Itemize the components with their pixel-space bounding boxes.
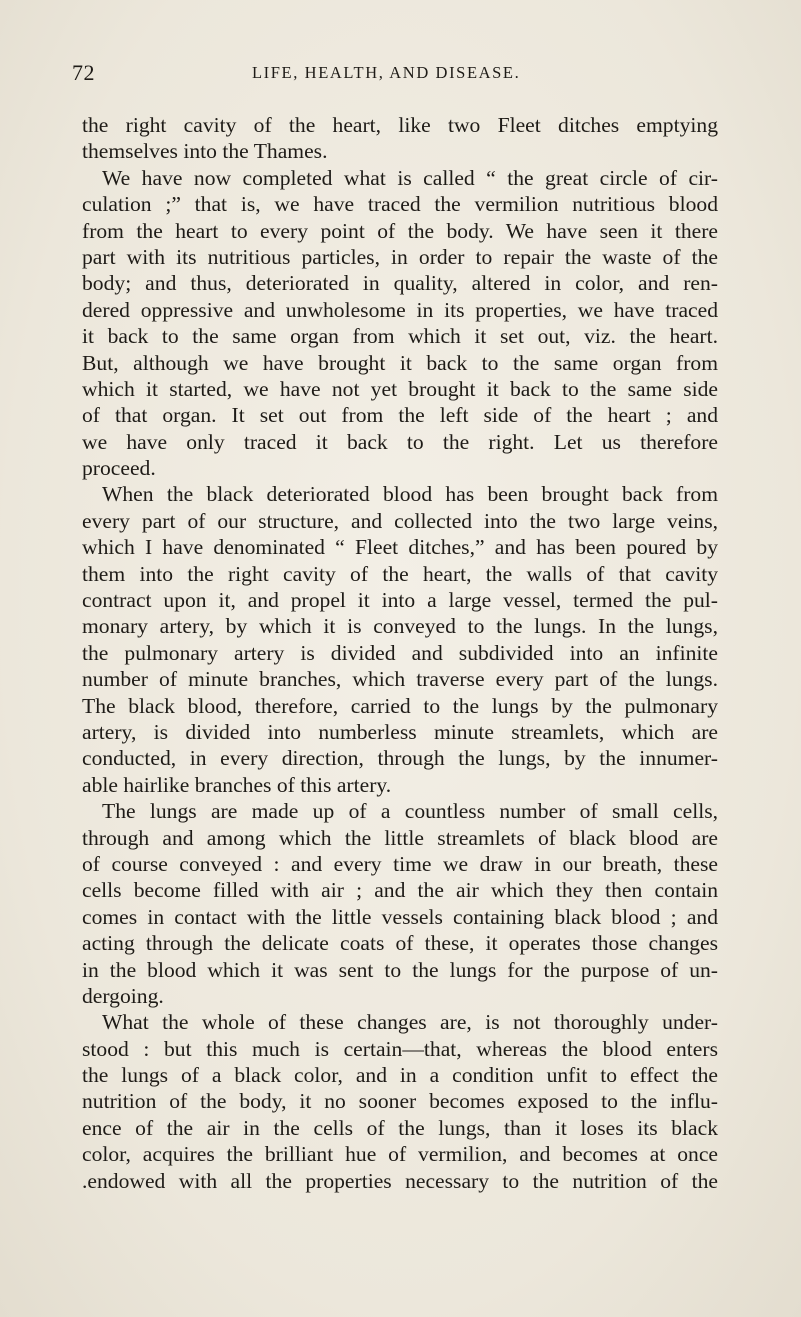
text-line: We have now completed what is called “ the great circle of cir- — [102, 165, 718, 190]
text-line: When the black deteriorated blood has been brought back from — [102, 482, 718, 507]
text-line: through and among which the little streamlets of black blood are — [82, 825, 718, 850]
text-line: dergoing. — [82, 983, 164, 1008]
text-line: it back to the same organ from which it set out, viz. the heart. — [82, 324, 718, 349]
text-line: dered oppressive and unwholesome in its properties, we have traced — [82, 297, 718, 322]
text-line: The black blood, therefore, carried to the lungs by the pulmonary — [82, 693, 718, 718]
text-line: the lungs of a black color, and in a condition unfit to effect the — [82, 1063, 718, 1088]
text-line: themselves into the Thames. — [82, 139, 328, 164]
page-number: 72 — [72, 60, 95, 85]
text-line: cells become filled with air ; and the air which they then contain — [82, 878, 718, 903]
text-line: The lungs are made up of a countless number of small cells, — [102, 799, 718, 824]
text-line: of that organ. It set out from the left side of the heart ; and — [82, 403, 718, 428]
text-line: every part of our structure, and collected into the two large veins, — [82, 508, 718, 533]
text-line: acting through the delicate coats of these, it operates those changes — [82, 931, 718, 956]
text-line: in the blood which it was sent to the lungs for the purpose of un- — [82, 957, 718, 982]
text-line: of course conveyed : and every time we draw in our breath, these — [82, 851, 718, 876]
text-line: contract upon it, and propel it into a large vessel, termed the pul- — [82, 588, 718, 613]
text-line: able hairlike branches of this artery. — [82, 772, 392, 797]
running-head: LIFE, HEALTH, AND DISEASE. — [252, 63, 521, 82]
text-line: we have only traced it back to the right. Let us therefore — [82, 429, 718, 454]
page-header — [72, 60, 732, 90]
text-line: .endowed with all the properties necessary to the nutrition of the — [82, 1168, 718, 1193]
text-line: What the whole of these changes are, is not thoroughly under- — [102, 1010, 718, 1035]
text-line: proceed. — [82, 456, 156, 481]
text-line: them into the right cavity of the heart, the walls of that cavity — [82, 561, 718, 586]
text-line: from the heart to every point of the body. We have seen it there — [82, 218, 718, 243]
text-line: which I have denominated “ Fleet ditches,” and has been poured by — [82, 535, 718, 560]
text-line: ence of the air in the cells of the lungs, than it loses its black — [82, 1115, 718, 1140]
body-text — [82, 112, 718, 1194]
text-line: monary artery, by which it is conveyed to the lungs. In the lungs, — [82, 614, 718, 639]
text-line: color, acquires the brilliant hue of vermilion, and becomes at once — [82, 1142, 718, 1167]
text-line: number of minute branches, which traverse every part of the lungs. — [82, 667, 718, 692]
text-line: the pulmonary artery is divided and subdivided into an infinite — [82, 640, 718, 665]
text-line: part with its nutritious particles, in order to repair the waste of the — [82, 244, 718, 269]
text-line: conducted, in every direction, through the lungs, by the innumer- — [82, 746, 718, 771]
text-line: which it started, we have not yet brought it back to the same side — [82, 376, 718, 401]
text-line: stood : but this much is certain—that, whereas the blood enters — [82, 1036, 718, 1061]
text-line: But, although we have brought it back to the same organ from — [82, 350, 718, 375]
text-line: body; and thus, deteriorated in quality, altered in color, and ren- — [82, 271, 718, 296]
text-line: culation ;” that is, we have traced the vermilion nutritious blood — [82, 192, 718, 217]
text-line: the right cavity of the heart, like two Fleet ditches emptying — [82, 113, 718, 137]
text-line: artery, is divided into numberless minute streamlets, which are — [82, 719, 718, 744]
text-line: nutrition of the body, it no sooner becomes exposed to the influ- — [82, 1089, 718, 1114]
text-line: comes in contact with the little vessels containing black blood ; and — [82, 904, 718, 929]
